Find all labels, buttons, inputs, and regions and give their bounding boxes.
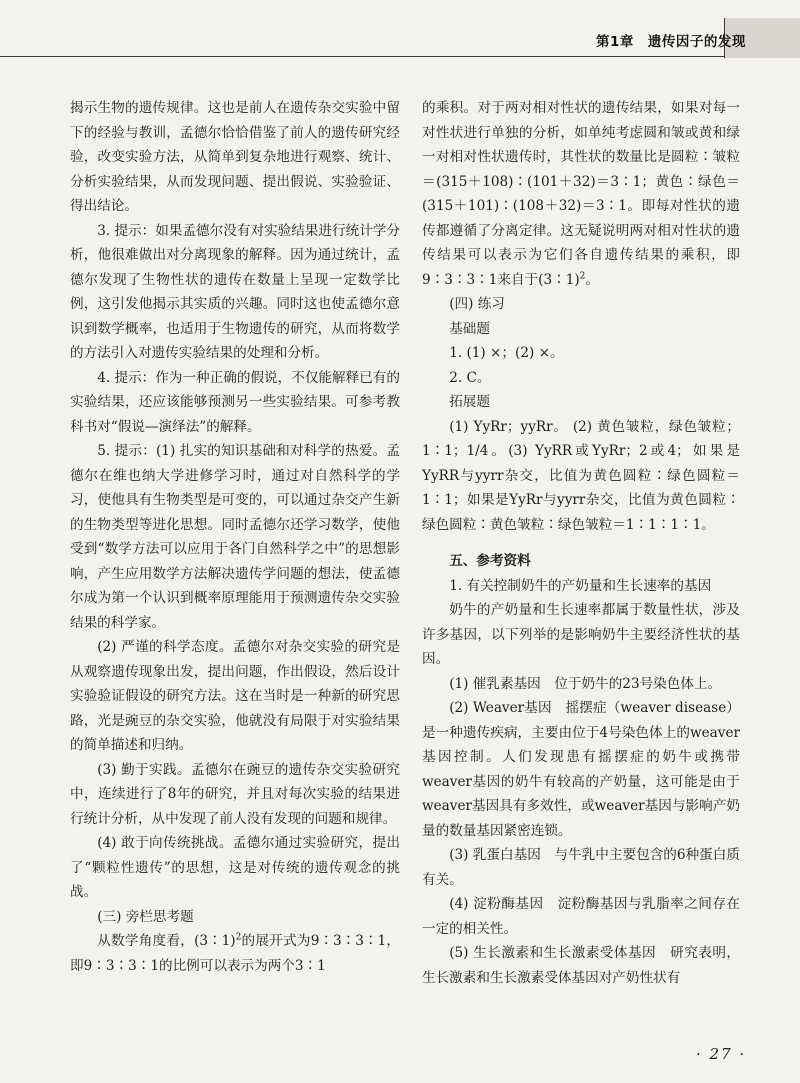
page-number: · 27 · bbox=[696, 1045, 747, 1063]
text-run: 从数学角度看，(3∶1) bbox=[97, 933, 236, 949]
chapter-title: 第1章 遗传因子的发现 bbox=[596, 34, 746, 50]
paragraph: (5) 生长激素和生长激素受体基因 研究表明，生长激素和生长激素受体基因对产奶性状有 bbox=[422, 945, 740, 986]
subheading: 1. 有关控制奶牛的产奶量和生长速率的基因 bbox=[449, 577, 712, 594]
paragraph: 5. 提示：(1) 扎实的知识基础和对科学的热爱。孟德尔在维也纳大学进修学习时，通过对自然科学的学习，使他具有生物类型是可变的，可以通过杂交产生新的生物类型等进化思想。同时孟德尔还学习数学，使他受到“数学方法可以应用于各门自然科学之中”的思想影响，产生应用数学方法解决遗传学问题的想法，使孟德尔成为第一个认识到概率原理能用于预测遗传杂交实验结果的科学家。 bbox=[70, 443, 400, 631]
header-rule bbox=[0, 56, 724, 57]
paragraph: (3) 勤于实践。孟德尔在豌豆的遗传杂交实验研究中，连续进行了8年的研究，并且对每次实验的结果进行统计分析，从中发现了前人没有发现的问题和规律。 bbox=[70, 761, 400, 827]
paragraph: (3) 乳蛋白基因 与牛乳中主要包含的6种蛋白质有关。 bbox=[422, 847, 740, 888]
section-heading: 五、参考资料 bbox=[449, 553, 531, 569]
answer: (1) YyRr；yyRr。 (2) 黄色皱粒，绿色皱粒；1∶1；1/4。(3) YyRR或YyRr；2或4；如果是YyRR与yyrr杂交，比值为黄色圆粒∶绿色圆粒＝1∶1；如果是YyRr与yyrr杂交，比值为黄色圆粒∶绿色圆粒∶黄色皱粒∶绿色皱粒＝1∶1∶1∶1。 bbox=[422, 418, 740, 533]
text-run: 的展开式为9∶3∶3∶1，即9∶3∶3∶1的比例可以表示为两个3∶1 bbox=[70, 933, 400, 974]
paragraph: 揭示生物的遗传规律。这也是前人在遗传杂交实验中留下的经验与教训，孟德尔恰恰借鉴了前人的遗传研究经验，改变实验方法，从简单到复杂地进行观察、统计、分析实验结果，从而发现问题、提出假说、实验验证、得出结论。 bbox=[70, 100, 400, 214]
superscript: 2 bbox=[579, 270, 586, 281]
paragraph: (2) 严谨的科学态度。孟德尔对杂交实验的研究是从观察遗传现象出发，提出问题，作出假设，然后设计实验验证假设的研究方法。这在当时是一种新的研究思路，光是豌豆的杂交实验，他就没有局限于对实验结果的简单描述和归纳。 bbox=[70, 639, 400, 753]
answer: 1. (1) ×；(2) ×。 bbox=[449, 345, 564, 361]
running-header bbox=[0, 0, 800, 62]
answer: 2. C。 bbox=[449, 369, 491, 386]
subsection-heading: (三) 旁栏思考题 bbox=[97, 908, 194, 925]
right-column bbox=[422, 96, 740, 990]
paragraph: (2) Weaver基因 摇摆症（weaver disease）是一种遗传疾病，主要由位于4号染色体上的weaver基因控制。人们发现患有摇摆症的奶牛或携带weaver基因的奶牛有较高的产奶量，这可能是由于weaver基因具有多效性，或weaver基因与影响产奶量的数量基因紧密连锁。 bbox=[422, 700, 740, 839]
paragraph: (4) 淀粉酶基因 淀粉酶基因与乳脂率之间存在一定的相关性。 bbox=[422, 896, 740, 937]
paragraph bbox=[422, 96, 740, 292]
exercise-heading: 拓展题 bbox=[449, 394, 490, 410]
superscript: 2 bbox=[235, 932, 242, 943]
paragraph: 4. 提示：作为一种正确的假说，不仅能解释已有的实验结果，还应该能够预测另一些实验结果。可参考教科书对“假说—演绎法”的解释。 bbox=[70, 369, 400, 435]
subsection-heading: (四) 练习 bbox=[449, 296, 505, 312]
paragraph: 奶牛的产奶量和生长速率都属于数量性状，涉及许多基因，以下列举的是影响奶牛主要经济性状的基因。 bbox=[422, 602, 740, 667]
text-run: 。 bbox=[585, 271, 599, 288]
paragraph: (4) 敢于向传统挑战。孟德尔通过实验研究，提出了“颗粒性遗传”的思想，这是对传统的遗传观念的挑战。 bbox=[70, 835, 400, 900]
left-column bbox=[70, 96, 400, 978]
text-run: 的乘积。对于两对相对性状的遗传结果，如果对每一对性状进行单独的分析，如单纯考虑圆和皱或黄和绿一对相对性状遗传时，其性状的数量比是圆粒∶皱粒＝(315＋108)∶(101＋32)＝3∶1；黄色∶绿色＝(315＋101)∶(108＋32)＝3∶1。即每对性状的遗传都遵循了分离定律。这无疑说明两对相对性状的遗传结果可以表示为它们各自遗传结果的乘积，即9∶3∶3∶1来自于(3∶1) bbox=[422, 100, 740, 288]
paragraph: 3. 提示：如果孟德尔没有对实验结果进行统计学分析，他很难做出对分离现象的解释。因为通过统计，孟德尔发现了生物性状的遗传在数量上呈现一定数学比例，这引发他揭示其实质的兴趣。同时这也使孟德尔意识到数学概率，也适用于生物遗传的研究，从而将数学的方法引入对遗传实验结果的处理和分析。 bbox=[70, 222, 400, 361]
paragraph: (1) 催乳素基因 位于奶牛的23号染色体上。 bbox=[449, 675, 722, 692]
spacer bbox=[422, 537, 740, 549]
exercise-heading: 基础题 bbox=[449, 320, 490, 337]
paragraph bbox=[70, 929, 400, 978]
